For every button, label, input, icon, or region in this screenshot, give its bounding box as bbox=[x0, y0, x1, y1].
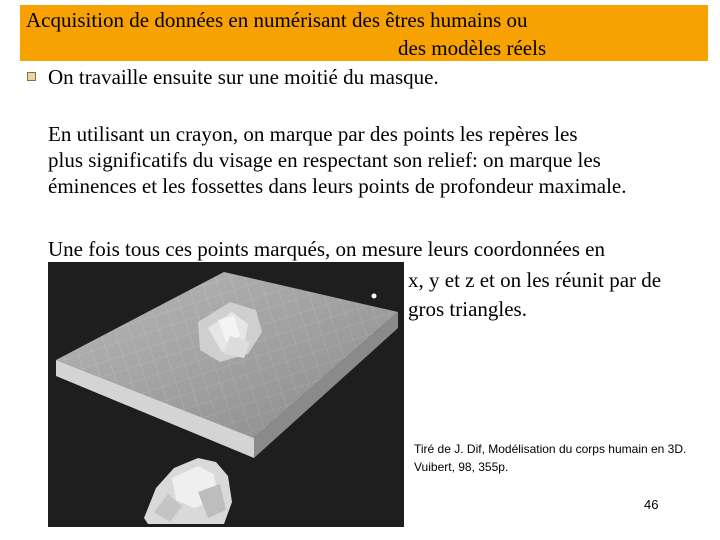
paragraph-1-line: éminences et les fossettes dans leurs points de profondeur maximale. bbox=[48, 174, 627, 198]
paragraph-1-line: plus significatifs du visage en respectant son relief: on marque les bbox=[48, 148, 601, 172]
paragraph-2-line: Une fois tous ces points marqués, on mesure leurs coordonnées en bbox=[48, 237, 605, 261]
paragraph-1-line: En utilisant un crayon, on marque par des points les repères les bbox=[48, 122, 578, 146]
caption-line: Vuibert, 98, 355p. bbox=[414, 460, 509, 474]
caption-line: Tiré de J. Dif, Modélisation du corps humain en 3D. bbox=[414, 442, 687, 456]
paragraph-2-line: x, y et z et on les réunit par de bbox=[408, 268, 662, 292]
image-caption bbox=[414, 440, 686, 476]
paragraph-2-line: gros triangles. bbox=[408, 297, 527, 321]
title-bar bbox=[20, 5, 708, 61]
page-number: 46 bbox=[644, 497, 659, 512]
mask-3d-illustration bbox=[48, 262, 404, 527]
title-line-1: Acquisition de données en numérisant des êtres humains ou bbox=[26, 8, 528, 32]
bullet-square-icon bbox=[27, 72, 36, 81]
bullet-text: On travaille ensuite sur une moitié du masque. bbox=[48, 65, 439, 89]
paragraph-1 bbox=[48, 121, 627, 199]
title-line-2: des modèles réels bbox=[398, 36, 547, 60]
mask-3d-photo bbox=[48, 262, 404, 527]
